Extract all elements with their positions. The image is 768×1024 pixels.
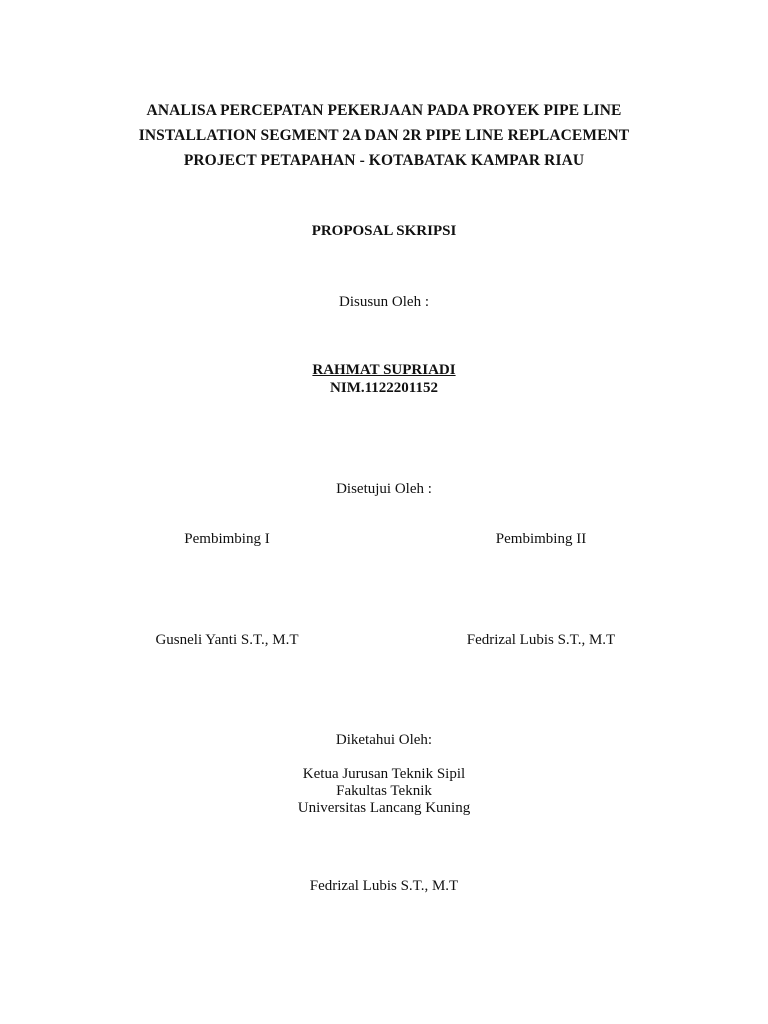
acknowledged-by-label: Diketahui Oleh: — [335, 732, 433, 748]
document-type: PROPOSAL SKRIPSI — [311, 223, 457, 239]
advisor-1-name: Gusneli Yanti S.T., M.T — [155, 632, 299, 648]
approved-by-label: Disetujui Oleh : — [336, 481, 432, 497]
head-position: Ketua Jurusan Teknik Sipil — [302, 766, 466, 782]
title-line-2: INSTALLATION SEGMENT 2A DAN 2R PIPE LINE REPLACEMENT — [138, 127, 630, 144]
title-line-1: ANALISA PERCEPATAN PEKERJAAN PADA PROYEK PIPE LINE — [146, 102, 622, 119]
advisor-1-role: Pembimbing I — [184, 531, 270, 547]
university-name: Universitas Lancang Kuning — [297, 800, 471, 816]
faculty-name: Fakultas Teknik — [336, 783, 432, 799]
author-nim: NIM.1122201152 — [330, 380, 438, 396]
advisor-2-name: Fedrizal Lubis S.T., M.T — [466, 632, 616, 648]
advisor-2-role: Pembimbing II — [495, 531, 587, 547]
title-line-3: PROJECT PETAPAHAN - KOTABATAK KAMPAR RIAU — [183, 152, 585, 169]
author-name: RAHMAT SUPRIADI — [312, 362, 456, 378]
department-head-name: Fedrizal Lubis S.T., M.T — [309, 878, 459, 894]
prepared-by-label: Disusun Oleh : — [339, 294, 429, 310]
